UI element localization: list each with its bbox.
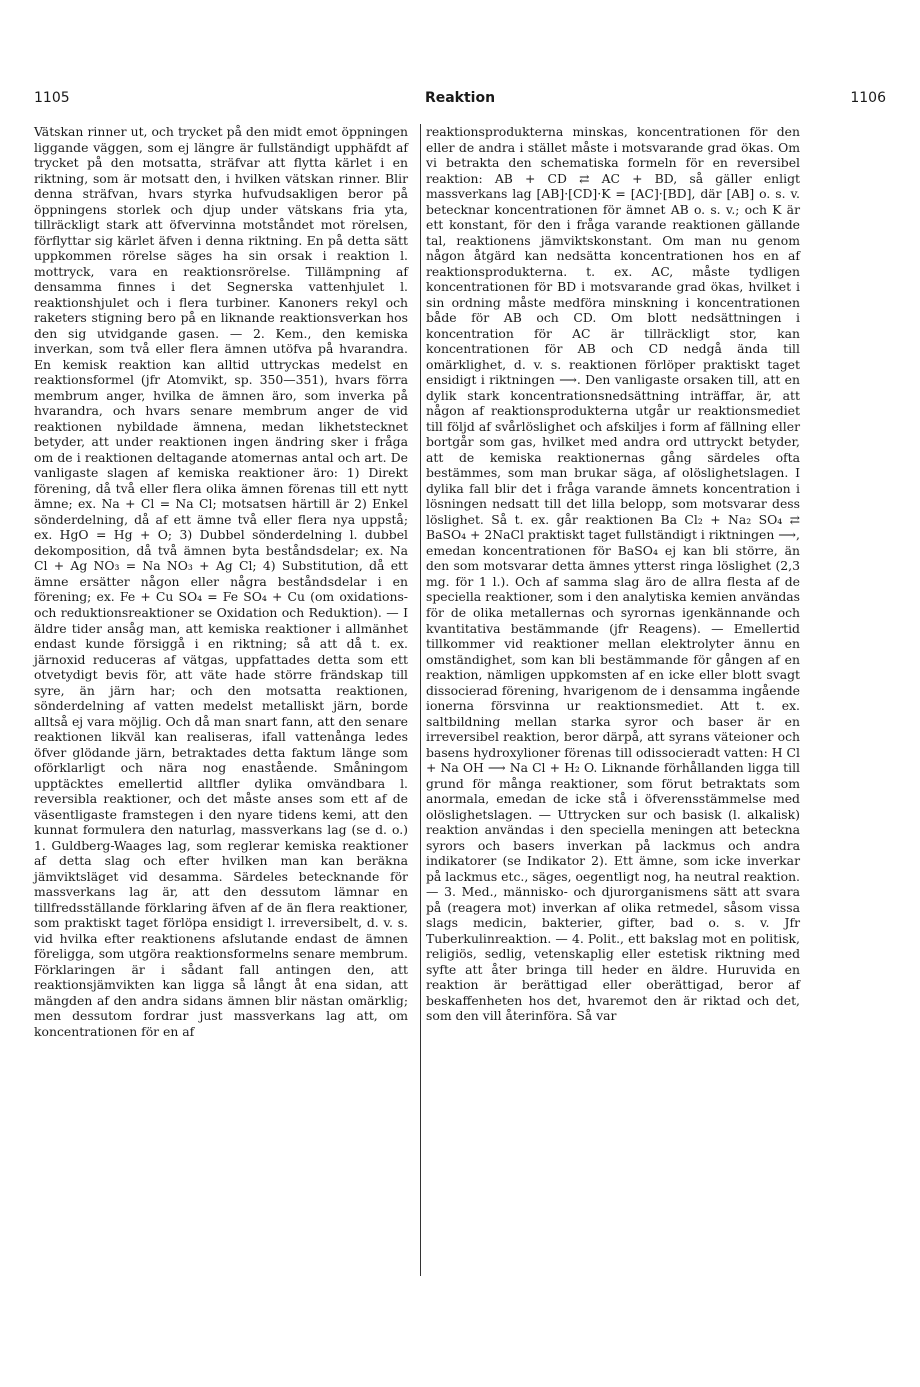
text-column-left: Vätskan rinner ut, och trycket på den midt emot öppningen liggande väggen, som ej längre är fullständigt upphäfdt af trycket på den motsatta, sträfvar att flytta kärlet i en riktning, som är motsatt den, i hvilken vätskan rinner. Blir denna sträfvan, hvars styrka hufvudsakligen beror på öppningens storlek och djup under vätskans fria yta, tillräckligt stark att öfvervinna motståndet mot rörelsen, förflyttar sig kärlet äfven i denna riktning. En på detta sätt uppkommen rörelse säges ha sin orsak i reaktion l. mottryck, vara en reaktionsrörelse. Tillämpning af densamma finnes i det Segnerska vattenhjulet l. reaktionshjulet och i flera turbiner. Kanoners rekyl och raketers stigning bero på en liknande reaktionsverkan hos den sig utvidgande gasen. — 2. Kem., den kemiska inverkan, som två eller flera ämnen utöfva på hvarandra. En kemisk reaktion kan alltid uttryckas medelst en reaktionsformel (jfr Atomvikt, sp. 350—351), hvars förra membrum anger, hvilka de ämnen äro, som inverka på hvarandra, och hvars senare membrum anger de vid reaktionen nybildade ämnena, medan likhetstecknet betyder, att under reaktionen ingen ändring sker i fråga om de i reaktionen deltagande atomernas antal och art. De vanligaste slagen af kemiska reaktioner äro: 1) Direkt förening, då två eller flera olika ämnen förenas till ett nytt ämne; ex. Na + Cl = Na Cl; motsatsen härtill är 2) Enkel sönderdelning, då af ett ämne två eller flera nya uppstå; ex. HgO = Hg + O; 3) Dubbel sönderdelning l. dubbel dekomposition, då två ämnen byta beståndsdelar; ex. Na Cl + Ag NO₃ = Na NO₃ + Ag Cl; 4) Substitution, då ett ämne ersätter någon eller några beståndsdelar i en förening; ex. Fe + Cu SO₄ = Fe SO₄ + Cu (om oxidations- och reduktionsreaktioner se Oxidation och Reduktion). — I äldre tider ansåg man, att kemiska reaktioner i allmänhet endast kunde försiggå i en riktning; så att då t. ex. järnoxid reduceras af vätgas, uppfattades detta som ett otvetydigt bevis för, att väte hade större frändskap till syre, än järn har; och den motsatta reaktionen, sönderdelning af vatten medelst metalliskt järn, borde alltså ej vara möjlig. Och då man snart fann, att den senare reaktionen likväl kan realiseras, ifall vattenånga ledes öfver glödande järn, betraktades detta faktum länge som oförklarligt och nära nog enastående. Småningom upptäcktes emellertid alltfler dylika omvändbara l. reversibla reaktioner, och det måste anses som ett af de väsentligaste framstegen i den nyare tidens kemi, att den kunnat formulera den naturlag, massverkans lag (se d. o.) 1. Guldberg-Waages lag, som reglerar kemiska reaktioner af detta slag och efter hvilken man kan beräkna jämviktsläget vid desamma. Särdeles betecknande för massverkans lag är, att den dessutom lämnar en tillfredsställande förklaring äfven af de än flera reaktioner, som praktiskt taget förlöpa ensidigt l. irreversibelt, d. v. s. vid hvilka efter reaktionens afslutande endast de ämnen föreligga, som utgöra reaktionsformelns senare membrum. Förklaringen är i sådant fall antingen den, att reaktionsjämvikten kan ligga så långt åt ena sidan, att mängden af den andra sidans ämnen blir nästan omärklig; men dessutom fordrar just massverkans lag att, om koncentrationen för en af — [34, 124, 409, 1039]
column-divider — [420, 124, 421, 1276]
page-number-left: 1105 — [34, 90, 70, 106]
page-number-right: 1106 — [850, 90, 886, 106]
page-title: Reaktion — [424, 90, 496, 106]
text-column-right: reaktionsprodukterna minskas, koncentrationen för den eller de andra i stället måste i motsvarande grad ökas. Om vi betrakta den schematiska formeln för en reversibel reaktion: AB + CD ⇄ AC + BD, så gäller enligt massverkans lag [AB]·[CD]·K = [AC]·[BD], där [AB] o. s. v. betecknar koncentrationen för ämnet AB o. s. v.; och K är ett konstant, för den i fråga varande reaktionen gällande tal, reaktionens jämviktskonstant. Om man nu genom någon åtgärd kan nedsätta koncentrationen hos en af reaktionsprodukterna. t. ex. AC, måste tydligen koncentrationen för BD i motsvarande grad ökas, hvilket i sin ordning måste medföra minskning i koncentrationen både för AB och CD. Om blott nedsättningen i koncentration för AC är tillräckligt stor, kan koncentrationen för AB och CD nedgå ända till omärklighet, d. v. s. reaktionen förlöper praktiskt taget ensidigt i riktningen ⟶. Den vanligaste orsaken till, att en dylik stark koncentrationsnedsättning inträffar, är, att någon af reaktionsprodukterna utgår ur reaktionsmediet till följd af svårlöslighet och afskiljes i form af fällning eller bortgår som gas, hvilket med andra ord uttryckt betyder, att de kemiska reaktionernas gång särdeles ofta bestämmes, som man brukar säga, af olöslighetslagen. I dylika fall blir det i fråga varande ämnets koncentration i lösningen nedsatt till det lilla belopp, som motsvarar dess löslighet. Så t. ex. går reaktionen Ba Cl₂ + Na₂ SO₄ ⇄ BaSO₄ + 2NaCl praktiskt taget fullständigt i riktningen ⟶, emedan koncentrationen för BaSO₄ ej kan bli större, än den som motsvarar detta ämnes ytterst ringa löslighet (2,3 mg. för 1 l.). Och af samma slag äro de allra flesta af de speciella reaktioner, som i den analytiska kemien användas för de olika metallernas och syrornas igenkännande och kvantitativa bestämmande (jfr Reagens). — Emellertid tillkommer vid reaktioner mellan elektrolyter ännu en omständighet, som kan bli bestämmande för gången af en reaktion, nämligen uppkomsten af en icke eller blott svagt dissocierad förening, hvarigenom de i densamma ingående ionerna försvinna ur reaktionsmediet. Att t. ex. saltbildning mellan starka syror och baser är en irreversibel reaktion, beror därpå, att syrans väteioner och basens hydroxylioner förenas till odissocieradt vatten: H Cl + Na OH ⟶ Na Cl + H₂ O. Liknande förhållanden ligga till grund för många reaktioner, som förut betraktats som anormala, emedan de icke stå i öfverensstämmelse med olöslighetslagen. — Uttrycken sur och basisk (l. alkalisk) reaktion användas i den speciella meningen att beteckna syrors och basers inverkan på lackmus och andra indikatorer (se Indikator 2). Ett ämne, som icke inverkar på lackmus etc., säges, oegentligt nog, ha neutral reaktion. — 3. Med., människo- och djurorganismens sätt att svara på (reagera mot) inverkan af olika retmedel, såsom vissa slags medicin, bakterier, gifter, bad o. s. v. Jfr Tuberkulinreaktion. — 4. Polit., ett bakslag mot en politisk, religiös, sedlig, vetenskaplig eller estetisk riktning med syfte att åter bringa till heder en äldre. Huruvida en reaktion är berättigad eller oberättigad, beror af beskaffenheten hos det, hvaremot den är riktad och det, som den vill återinföra. Så var — [426, 124, 800, 1024]
